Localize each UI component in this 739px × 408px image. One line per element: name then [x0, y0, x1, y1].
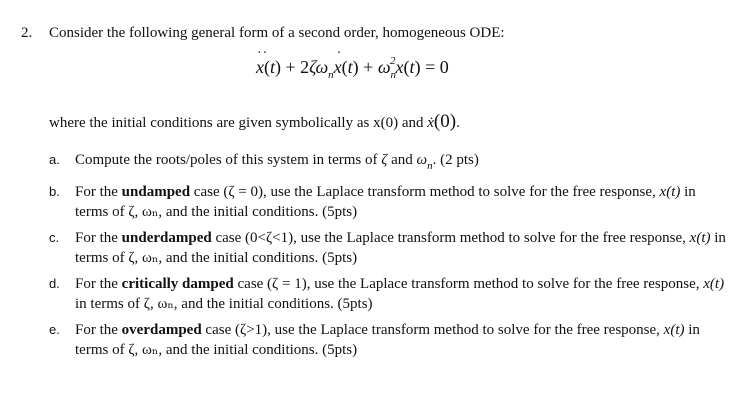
part-a [49, 150, 729, 176]
part-label: b. [49, 184, 60, 199]
part-label: c. [49, 230, 60, 245]
x-double-dot: ·· x [256, 46, 269, 77]
part-e [49, 320, 729, 360]
part-b [49, 182, 729, 222]
x-single-dot: · x [333, 46, 343, 77]
ode-equation: ·· $x(t) + 2\zeta\omega_n$ · $x(t) + \omega_n^2x(t) = 0$ [256, 46, 449, 81]
initial-conditions-text: where the initial conditions are given symbolically as x(0) and ẋ(0). [49, 111, 460, 132]
question-intro: Consider the following general form of a second order, homogeneous ODE: [49, 25, 505, 41]
parts-list [49, 150, 729, 366]
part-c [49, 228, 729, 268]
part-label: a. [49, 152, 60, 167]
part-text: Compute the roots/poles of this system in terms of ζ and $\omega_n$. (2 pts) [75, 152, 479, 172]
question-number: 2. [21, 25, 33, 41]
part-text: For the overdamped case (ζ>1), use the Laplace transform method to solve for the free response, x(t) in terms of ζ, ωₙ, and the initial conditions. (5pts) [75, 322, 700, 358]
part-text: For the undamped case (ζ = 0), use the Laplace transform method to solve for the free response, x(t) in terms of ζ, ωₙ, and the initial conditions. (5pts) [75, 184, 696, 220]
part-d [49, 274, 729, 314]
part-text: For the critically damped case (ζ = 1), use the Laplace transform method to solve for the free response, x(t) in terms of ζ, ωₙ, and the initial conditions. (5pts) [75, 276, 725, 312]
part-label: e. [49, 322, 60, 337]
part-text: For the underdamped case (0<ζ<1), use the Laplace transform method to solve for the free response, x(t) in terms of ζ, ωₙ, and the initial conditions. (5pts) [75, 230, 726, 266]
part-label: d. [49, 276, 60, 291]
